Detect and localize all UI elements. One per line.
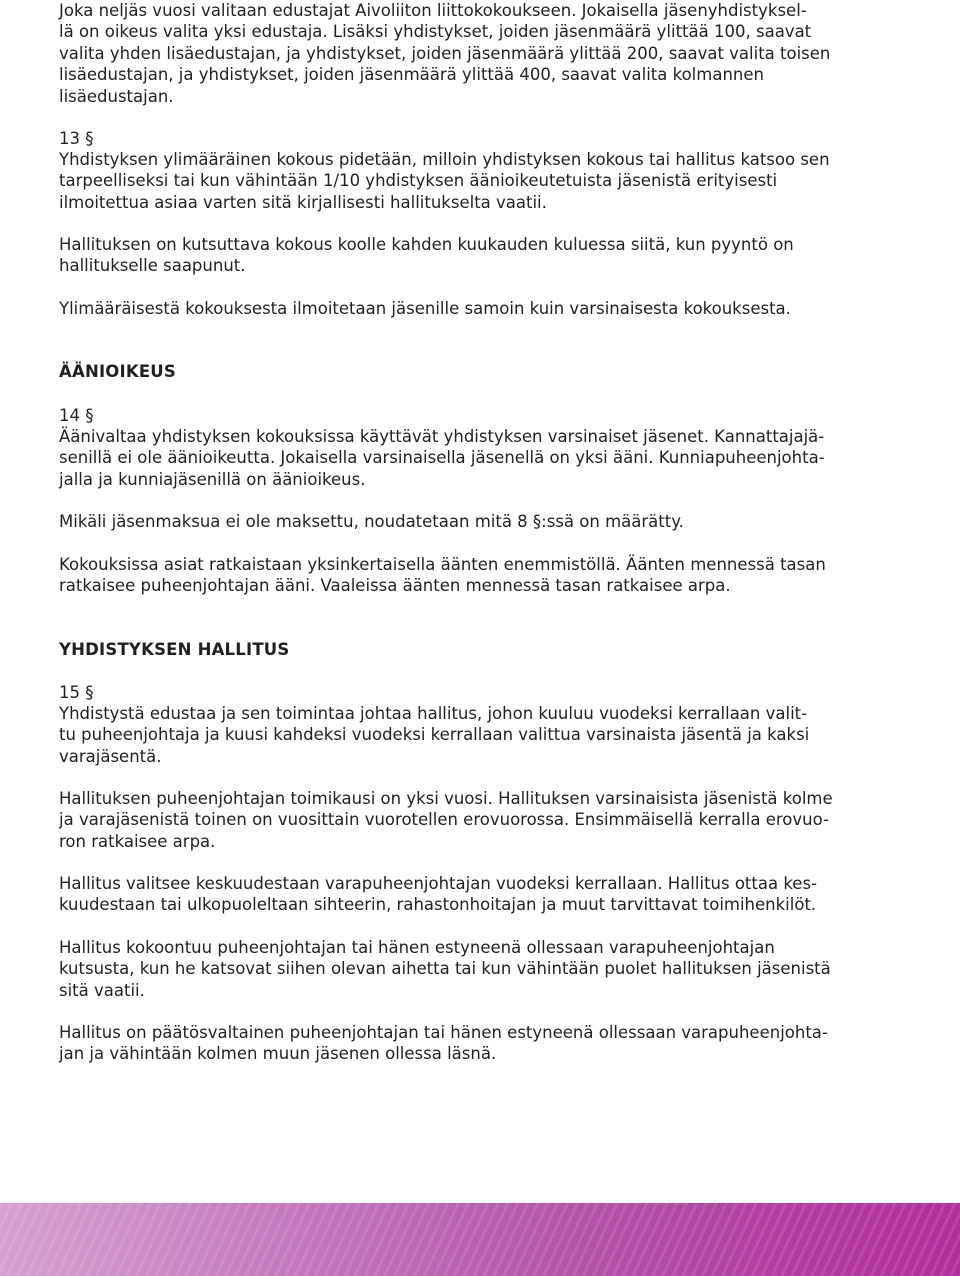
section-15-paragraph-3: Hallitus valitsee keskuudestaan varapuheenjohtajan vuodeksi kerrallaan. Hallitus ottaa kes- kuudestaan tai ulkopuoleltaan sihteerin, rahastonhoitajan ja muut tarvittavat toimihenkilöt. [59,874,818,915]
heading-aanioikeus: ÄÄNIOIKEUS [59,362,176,381]
section-15-paragraph-4: Hallitus kokoontuu puheenjohtajan tai hänen estyneenä ollessaan varapuheenjohtajan kutsusta, kun he katsovat siihen olevan aihetta tai kun vähintään puolet hallituksen jäsenistä sitä vaatii. [59,938,831,1000]
section-14-paragraph-2: Mikäli jäsenmaksua ei ole maksettu, noudatetaan mitä 8 §:ssä on määrätty. [59,512,684,531]
footer-stripe-pattern [0,1203,960,1276]
section-15-paragraph-5: Hallitus on päätösvaltainen puheenjohtajan tai hänen estyneenä ollessaan varapuheenjohta- jan ja vähintään kolmen muun jäsenen ollessa läsnä. [59,1023,828,1064]
decorative-footer-band [0,1203,960,1276]
section-15-number: 15 § [59,683,94,702]
section-15-paragraph-1: Yhdistystä edustaa ja sen toimintaa johtaa hallitus, johon kuuluu vuodeksi kerrallaan valit- tu puheenjohtaja ja kuusi kahdeksi vuodeksi kerrallaan valittua varsinaista jäsentä ja kaksi varajäsentä. [59,704,810,766]
section-13-paragraph-3: Ylimääräisestä kokouksesta ilmoitetaan jäsenille samoin kuin varsinaisesta kokouksesta. [59,299,791,318]
heading-yhdistyksen-hallitus: YHDISTYKSEN HALLITUS [59,640,290,659]
section-14-paragraph-1: Äänivaltaa yhdistyksen kokouksissa käyttävät yhdistyksen varsinaiset jäsenet. Kannattajajä- senillä ei ole äänioikeutta. Jokaisella varsinaisella jäsenellä on yksi ääni. Kunniapuheenjohta- jalla ja kunniajäsenillä on äänioikeus. [59,427,825,489]
section-15-paragraph-2: Hallituksen puheenjohtajan toimikausi on yksi vuosi. Hallituksen varsinaisista jäsenistä kolme ja varajäsenistä toinen on vuosittain vuorotellen erovuorossa. Ensimmäisellä kerralla erovuo- ron ratkaisee arpa. [59,789,833,851]
section-14-paragraph-3: Kokouksissa asiat ratkaistaan yksinkertaisella äänten enemmistöllä. Äänten mennessä tasan ratkaisee puheenjohtajan ääni. Vaaleissa äänten mennessä tasan ratkaisee arpa. [59,555,826,596]
section-14-number: 14 § [59,406,94,425]
section-13-number: 13 § [59,129,94,148]
section-13-paragraph-1: Yhdistyksen ylimääräinen kokous pidetään, milloin yhdistyksen kokous tai hallitus katsoo sen tarpeelliseksi tai kun vähintään 1/10 yhdistyksen äänioikeutetuista jäsenistä erityisesti ilmoitettua asiaa varten sitä kirjallisesti hallitukselta vaatii. [59,150,830,212]
section-13-paragraph-2: Hallituksen on kutsuttava kokous koolle kahden kuukauden kuluessa siitä, kun pyyntö on hallitukselle saapunut. [59,235,794,276]
intro-paragraph: Joka neljäs vuosi valitaan edustajat Aivoliiton liittokokoukseen. Jokaisella jäsenyhdistyksel- lä on oikeus valita yksi edustaja. Lisäksi yhdistykset, joiden jäsenmäärä ylittää 100, saavat valita yhden lisäedustajan, ja yhdistykset, joiden jäsenmäärä ylittää 200, saavat valita toisen lisäedustajan, ja yhdistykset, joiden jäsenmäärä ylittää 400, saavat valita kolmannen lisäedustajan. [59,1,831,106]
